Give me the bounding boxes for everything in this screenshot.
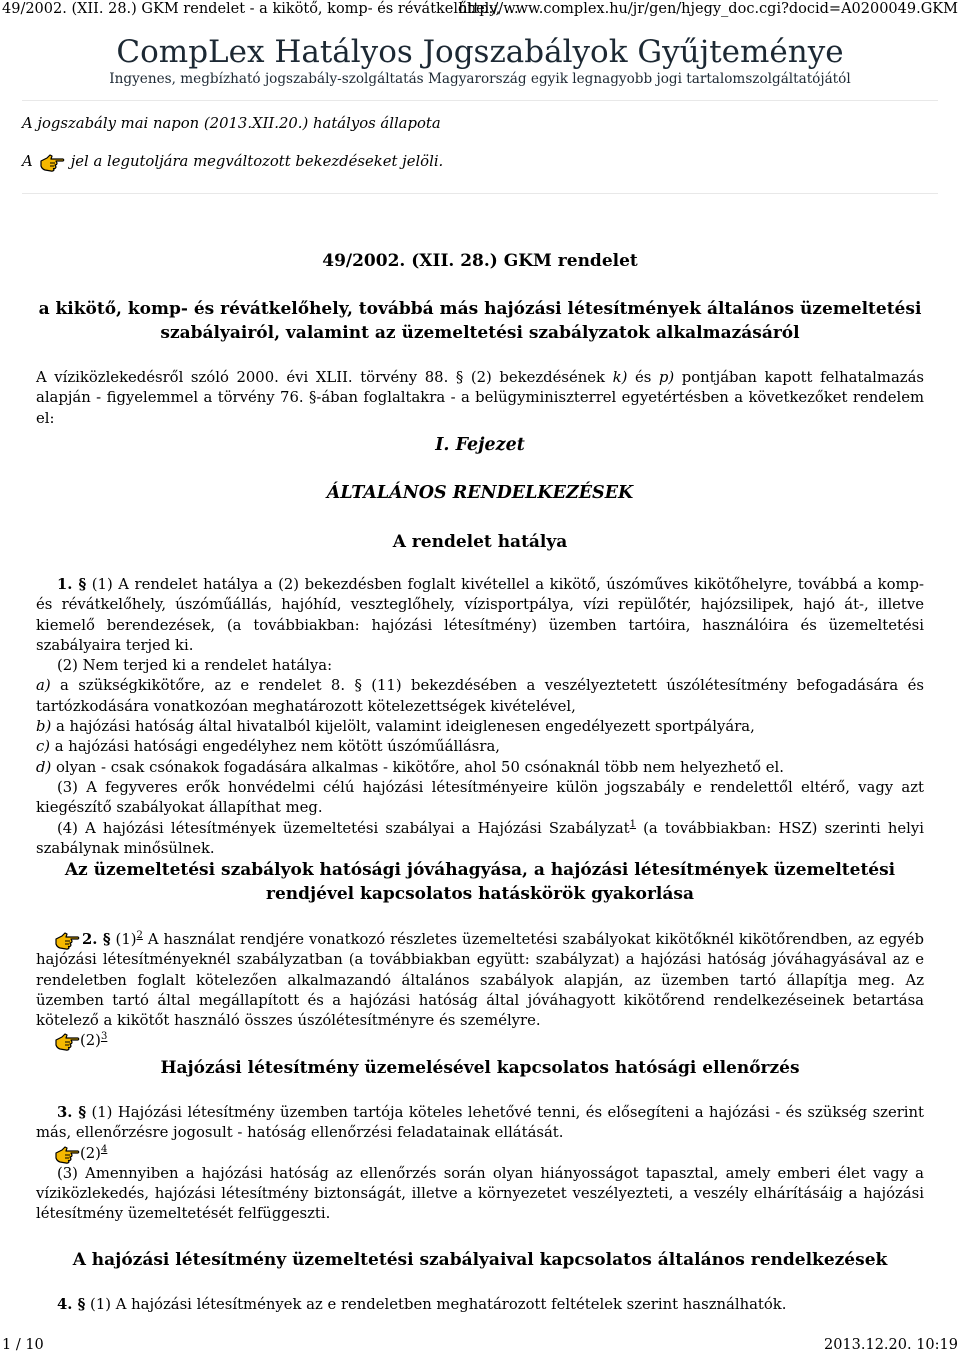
paragraph-text: (1) A rendelet hatálya a (2) bekezdésben foglalt kivétellel a kikötő, úszóműves kikötőhelyre, továbbá a komp- és révátkelőhely, úszóműállás, hajóhíd, veszteglőhely, vízisportpálya, vízi repülőtér, hajózsilipek, hajó át-, illetve kiemelő berendezések, (a továbbiakban: hajózási létesítmény) üzemben tartóira, használóira és üzemeltetési szabályaira terjed ki. bbox=[36, 576, 924, 654]
paragraph-text: (1) bbox=[110, 931, 137, 948]
point-text: a hajózási hatósági engedélyhez nem kötött úszóműállásra, bbox=[50, 738, 500, 756]
print-header bbox=[0, 0, 960, 22]
paragraph-text: (a továbbiakban: HSZ) szerinti helyi szabálynak minősülnek. bbox=[36, 819, 925, 857]
page-number: 1 / 10 bbox=[2, 1337, 44, 1353]
validity-state: A jogszabály mai napon (2013.XII.20.) hatályos állapota bbox=[22, 115, 441, 132]
footnote-link[interactable]: 4 bbox=[100, 1143, 108, 1155]
section-number: 2. § bbox=[82, 931, 111, 948]
paragraph-text: (1) A hajózási létesítmények az e rendeletben meghatározott feltételek szerint használhatók. bbox=[85, 1296, 787, 1313]
footnote-link[interactable]: 3 bbox=[100, 1031, 108, 1043]
paragraph-3-2 bbox=[36, 1144, 924, 1164]
point-d bbox=[36, 758, 924, 778]
preamble-point-k: k) bbox=[612, 369, 628, 386]
point-text: olyan - csak csónakok fogadására alkalmas - kikötőre, ahol 50 csónaknál több nem helyezhető el. bbox=[51, 758, 784, 776]
section-4-body bbox=[36, 1295, 924, 1315]
preamble bbox=[36, 368, 924, 429]
paragraph-text: (2) bbox=[80, 1032, 101, 1050]
footnote-link[interactable]: 2 bbox=[136, 930, 143, 942]
chapter-title: ÁLTALÁNOS RENDELKEZÉSEK bbox=[326, 483, 634, 503]
point-label: c) bbox=[36, 738, 51, 756]
paragraph-text: (4) A hajózási létesítmények üzemeltetési szabályai a Hajózási Szabályzat bbox=[57, 819, 630, 837]
point-label: a) bbox=[36, 677, 51, 695]
paragraph-1-2: (2) Nem terjed ki a rendelet hatálya: bbox=[57, 657, 333, 675]
print-timestamp: 2013.12.20. 10:19 bbox=[823, 1337, 958, 1353]
preamble-text: és bbox=[627, 369, 659, 386]
point-c bbox=[36, 737, 924, 757]
pointing-hand-icon bbox=[54, 930, 80, 950]
legend-prefix: A bbox=[22, 153, 33, 170]
point-label: d) bbox=[36, 758, 52, 776]
section-3-body bbox=[36, 1103, 924, 1225]
document-title: 49/2002. (XII. 28.) GKM rendelet bbox=[322, 251, 638, 271]
preamble-text: A víziközlekedésről szóló 2000. évi XLII. törvény 88. § (2) bekezdésének bbox=[36, 369, 613, 386]
pointing-hand-icon bbox=[39, 152, 65, 172]
site-subtitle: Ingyenes, megbízható jogszabály-szolgáltatás Magyarország egyik legnagyobb jogi tartalomszolgáltatójától bbox=[109, 71, 851, 87]
paragraph-2-2 bbox=[36, 1031, 924, 1051]
section-heading-2: Az üzemeltetési szabályok hatósági jóváhagyása, a hajózási létesítmények üzemeltetési rendjével kapcsolatos hatáskörök gyakorlása bbox=[64, 860, 896, 904]
legend-text: jel a legutoljára megváltozott bekezdéseket jelöli. bbox=[70, 153, 444, 170]
paragraph-text: (2) bbox=[80, 1144, 101, 1162]
point-label: b) bbox=[36, 718, 52, 736]
paragraph-3-1 bbox=[36, 1103, 924, 1144]
section-1-body bbox=[36, 575, 924, 859]
paragraph-2-1 bbox=[36, 930, 924, 1031]
section-heading-3: Hajózási létesítmény üzemelésével kapcsolatos hatósági ellenőrzés bbox=[160, 1058, 800, 1078]
section-heading-4: A hajózási létesítmény üzemeltetési szabályaival kapcsolatos általános rendelkezések bbox=[72, 1250, 888, 1270]
print-header-title: 49/2002. (XII. 28.) GKM rendelet - a kikötő, komp- és révátkelőhely, ... bbox=[2, 1, 519, 17]
paragraph-text: A használat rendjére vonatkozó részletes üzemeltetési szabályokat kikötőknél kikötőrendben, az egyéb hajózási létesítményeknél szabályzatban (a továbbiakban együtt: szabályzat) a hajózási hatóság jóváhagyásával az e rendeletben foglalt kötelezően alkalmazandó általános szabályok alapján, az üzemben tartó állapítja meg. Az üzemben tartó által megállapított és a hajózási hatóság által jóváhagyott kikötőrend rendelkezéseinek betartása kötelező a kikötőt használó összes úszólétesítményre és személyre. bbox=[36, 931, 924, 1030]
pointing-hand-icon bbox=[54, 1144, 80, 1164]
point-text: a szükségkikötőre, az e rendelet 8. § (11) bekezdésében a veszélyeztetett úszólétesítmény befogadására és tartózkodására vonatkozóan meghatározott kötelezettségek kivételével, bbox=[36, 677, 924, 715]
section-2-body bbox=[36, 930, 924, 1052]
document-subtitle: a kikötő, komp- és révátkelőhely, továbbá más hajózási létesítmények általános üzemeltetési szabályairól, valamint az üzemeltetési szabályzatok alkalmazásáról bbox=[38, 299, 922, 343]
pointing-hand-icon bbox=[54, 1031, 80, 1051]
preamble-text: pontjában kapott felhatalmazás alapján - figyelemmel a törvény 76. §-ában foglaltakra - a belügyminiszterrel egyetértésben a következőket rendelem el: bbox=[36, 369, 924, 427]
paragraph-1-1 bbox=[36, 575, 924, 656]
print-header-url: http://www.complex.hu/jr/gen/hjegy_doc.cgi?docid=A0200049.GKM bbox=[458, 1, 958, 17]
chapter-number: I. Fejezet bbox=[435, 435, 525, 455]
legend bbox=[22, 152, 443, 172]
section-heading-1: A rendelet hatálya bbox=[392, 532, 568, 552]
footnote-link[interactable]: 1 bbox=[629, 818, 637, 830]
paragraph-1-3: (3) A fegyveres erők honvédelmi célú hajózási létesítményeire külön jogszabály e rendelettől eltérő, vagy azt kiegészítő szabályokat állapíthat meg. bbox=[36, 778, 924, 817]
point-text: a hajózási hatóság által hivatalból kijelölt, valamint ideiglenesen engedélyezett sportpályára, bbox=[51, 718, 755, 736]
paragraph-1-4 bbox=[36, 819, 924, 860]
paragraph-text: (1) Hajózási létesítmény üzemben tartója köteles lehetővé tenni, és elősegíteni a hajózási - és szükség szerint más, ellenőrzésre jogosult - hatóság ellenőrzési feladatainak ellátását. bbox=[36, 1104, 924, 1142]
point-a bbox=[36, 676, 924, 717]
paragraph-4-1 bbox=[36, 1295, 924, 1315]
section-number: 1. § bbox=[57, 576, 87, 593]
divider bbox=[22, 100, 938, 101]
paragraph-3-3: (3) Amennyiben a hajózási hatóság az ellenőrzés során olyan hiányosságot tapasztal, amely emberi élet vagy a víziközlekedés, hajózási létesítmény biztonságát, illetve a környezetet veszélyezteti, a veszély elhárításáig a hajózási létesítmény üzemeltetését felfüggeszti. bbox=[36, 1164, 924, 1223]
divider bbox=[22, 193, 938, 194]
preamble-point-p: p) bbox=[658, 369, 675, 386]
site-title: CompLex Hatályos Jogszabályok Gyűjteménye bbox=[116, 34, 844, 70]
section-number: 3. § bbox=[57, 1104, 87, 1121]
section-number: 4. § bbox=[57, 1296, 86, 1313]
point-b bbox=[36, 717, 924, 737]
